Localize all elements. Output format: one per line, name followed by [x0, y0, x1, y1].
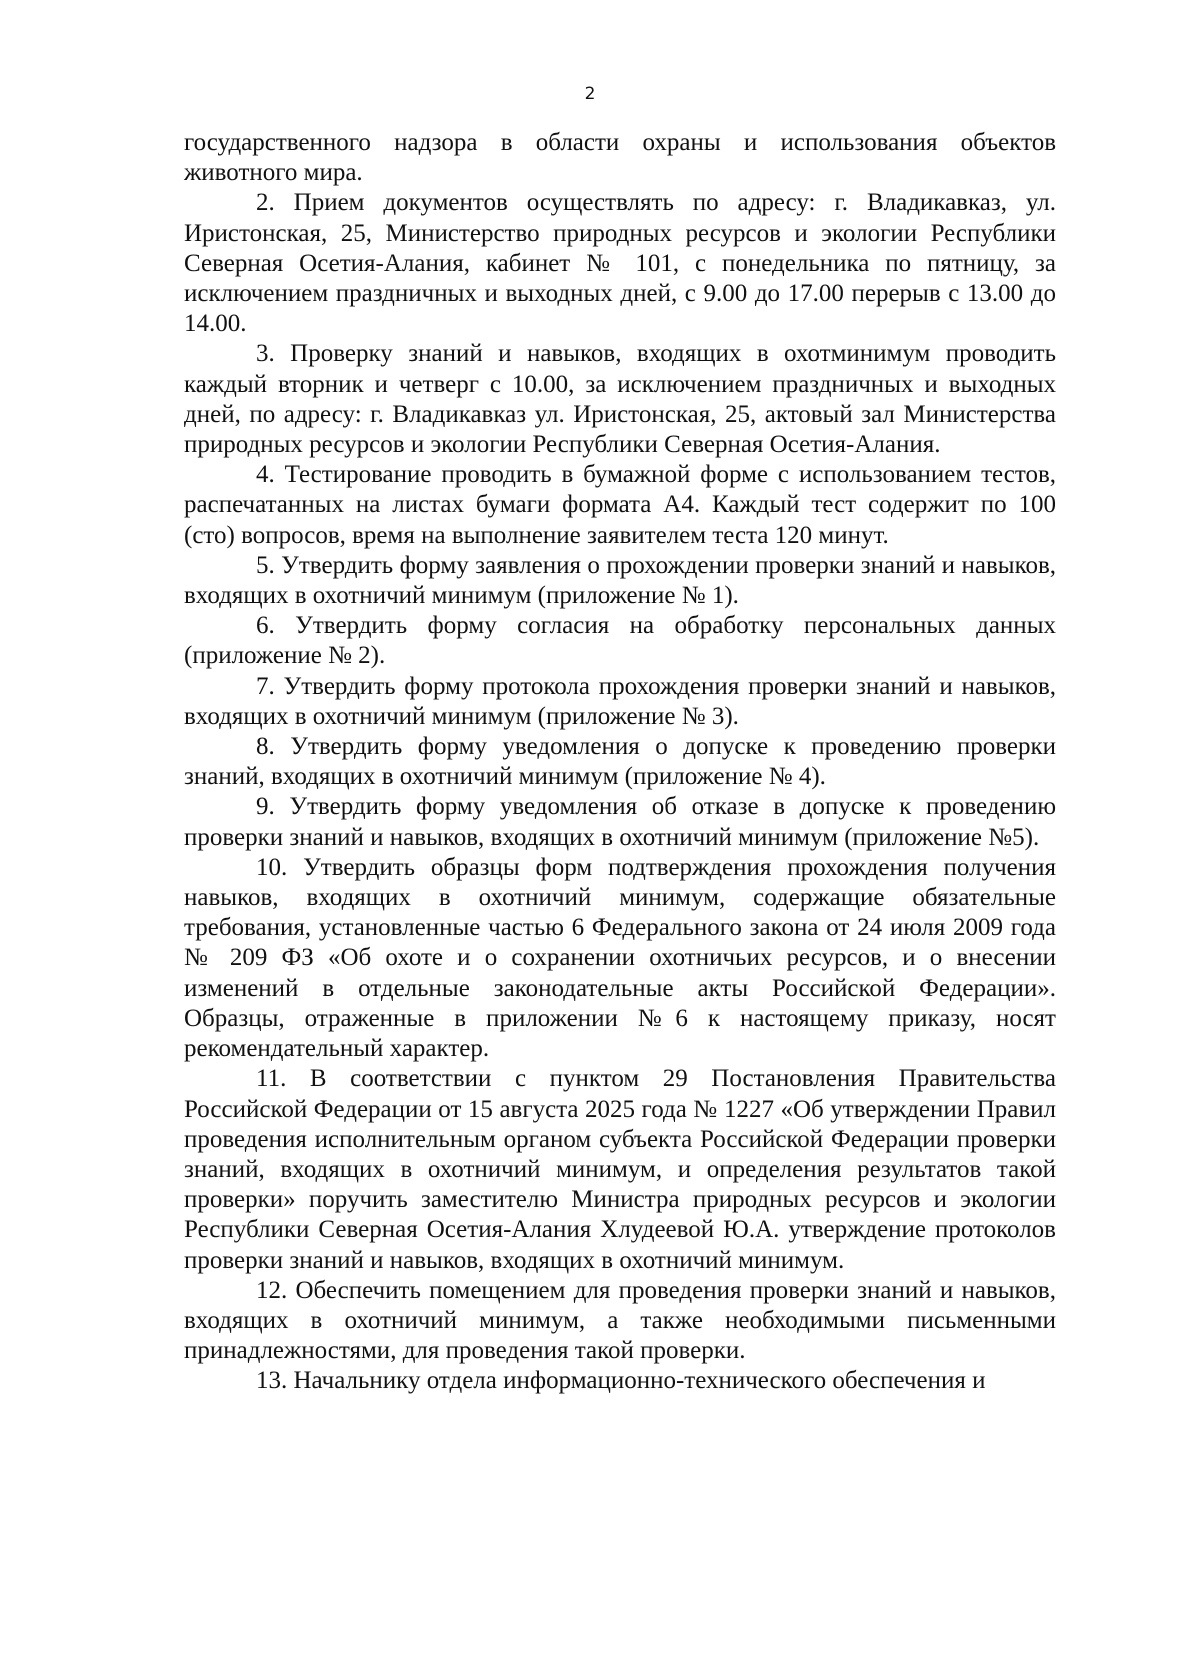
paragraph-10: 10. Утвердить образцы форм подтверждения прохождения получения навыков, входящих в охотничий минимум, содержащие обязательные требования, установленные частью 6 Федерального закона от 24 июля 2009 года № 209 ФЗ «Об охоте и о сохранении охотничьих ресурсов, и о внесении изменений в отдельные законодательные акты Российской Федерации». Образцы, отраженные в приложении №6 к настоящему приказу, носят рекомендательный характер.: [184, 853, 1056, 1063]
paragraph-6: 6. Утвердить форму согласия на обработку персональных данных (приложение № 2).: [184, 612, 1056, 670]
paragraph-8: 8. Утвердить форму уведомления о допуске к проведению проверки знаний, входящих в охотничий минимум (приложение № 4).: [184, 733, 1056, 791]
paragraph-12: 12. Обеспечить помещением для проведения проверки знаний и навыков, входящих в охотничий минимум, а также необходимыми письменными принадлежностями, для проведения такой проверки.: [184, 1276, 1056, 1365]
document-body: [184, 128, 1056, 1397]
paragraph-13: 13. Начальнику отдела информационно-технического обеспечения и: [256, 1367, 986, 1395]
page-number: 2: [584, 84, 596, 104]
paragraph-3: 3. Проверку знаний и навыков, входящих в охотминимум проводить каждый вторник и четверг с 10.00, за исключением праздничных и выходных дней, по адресу: г. Владикавказ ул. Иристонская, 25, актовый зал Министерства природных ресурсов и экологии Республики Северная Осетия-Алания.: [184, 340, 1056, 459]
paragraph-continuation: государственного надзора в области охраны и использования объектов животного мира.: [184, 129, 1056, 187]
paragraph-9: 9. Утвердить форму уведомления об отказе в допуске к проведению проверки знаний и навыков, входящих в охотничий минимум (приложение №5).: [184, 793, 1056, 851]
paragraph-5: 5. Утвердить форму заявления о прохождении проверки знаний и навыков, входящих в охотничий минимум (приложение № 1).: [184, 551, 1056, 610]
paragraph-4: 4. Тестирование проводить в бумажной форме с использованием тестов, распечатанных на листах бумаги формата А4. Каждый тест содержит по 100 (сто) вопросов, время на выполнение заявителем теста 120 минут.: [184, 461, 1056, 549]
paragraph-7: 7. Утвердить форму протокола прохождения проверки знаний и навыков, входящих в охотничий минимум (приложение № 3).: [184, 672, 1056, 730]
paragraph-2: 2. Прием документов осуществлять по адресу: г. Владикавказ, ул. Иристонская, 25, Министерство природных ресурсов и экологии Республики Северная Осетия-Алания, кабинет № 101, с понедельника по пятницу, за исключением праздничных и выходных дней, с 9.00 до 17.00 перерыв с 13.00 до 14.00.: [184, 189, 1056, 338]
paragraph-11: 11. В соответствии с пунктом 29 Постановления Правительства Российской Федерации от 15 августа 2025 года № 1227 «Об утверждении Правил проведения исполнительным органом субъекта Российской Федерации проверки знаний, входящих в охотничий минимум, и определения результатов такой проверки» поручить заместителю Министра природных ресурсов и экологии Республики Северная Осетия-Алания Хлудеевой Ю.А. утверждение протоколов проверки знаний и навыков, входящих в охотничий минимум.: [184, 1065, 1056, 1274]
